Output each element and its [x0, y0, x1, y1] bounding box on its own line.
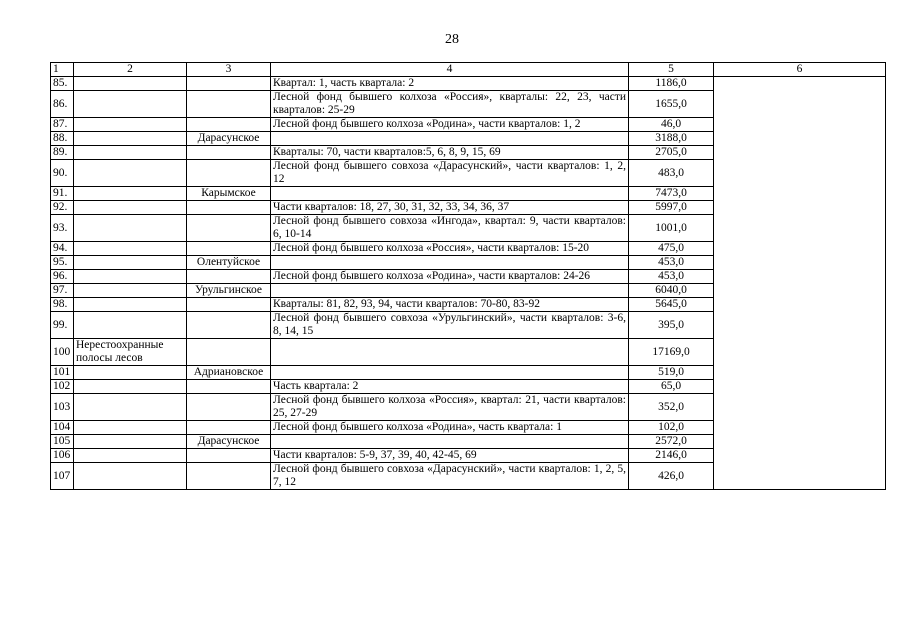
- quarters-cell: Лесной фонд бывшего колхоза «Россия», кварталы: 22, 23, части кварталов: 25-29: [271, 91, 629, 118]
- forestry-cell: [187, 298, 271, 312]
- quarters-cell: Лесной фонд бывшего совхоза «Дарасунский», части кварталов: 1, 2, 12: [271, 160, 629, 187]
- category-cell: [74, 77, 187, 91]
- area-cell: 6040,0: [629, 284, 714, 298]
- area-cell: 1186,0: [629, 77, 714, 91]
- forestry-cell: Карымское: [187, 187, 271, 201]
- quarters-cell: [271, 132, 629, 146]
- forestry-cell: [187, 270, 271, 284]
- forestry-cell: Адриановское: [187, 366, 271, 380]
- category-cell: [74, 435, 187, 449]
- area-cell: 483,0: [629, 160, 714, 187]
- row-number: 91.: [51, 187, 74, 201]
- category-cell: [74, 132, 187, 146]
- column-6-cell: [714, 77, 886, 490]
- category-cell: [74, 118, 187, 132]
- forestry-cell: [187, 463, 271, 490]
- category-cell: [74, 91, 187, 118]
- forestry-cell: Дарасунское: [187, 132, 271, 146]
- forestry-cell: [187, 160, 271, 187]
- quarters-cell: [271, 284, 629, 298]
- header-cell-5: 5: [629, 63, 714, 77]
- category-cell: [74, 463, 187, 490]
- quarters-cell: Части кварталов: 18, 27, 30, 31, 32, 33, 34, 36, 37: [271, 201, 629, 215]
- quarters-cell: Кварталы: 81, 82, 93, 94, части кварталов: 70-80, 83-92: [271, 298, 629, 312]
- category-cell: [74, 256, 187, 270]
- quarters-cell: Лесной фонд бывшего колхоза «Родина», части кварталов: 24-26: [271, 270, 629, 284]
- row-number: 103: [51, 394, 74, 421]
- row-number: 102: [51, 380, 74, 394]
- area-cell: 352,0: [629, 394, 714, 421]
- forestry-cell: [187, 215, 271, 242]
- row-number: 100: [51, 339, 74, 366]
- area-cell: 5645,0: [629, 298, 714, 312]
- quarters-cell: Лесной фонд бывшего колхоза «Родина», часть квартала: 1: [271, 421, 629, 435]
- row-number: 88.: [51, 132, 74, 146]
- area-cell: 3188,0: [629, 132, 714, 146]
- category-cell: [74, 380, 187, 394]
- table-row: [51, 77, 886, 91]
- row-number: 90.: [51, 160, 74, 187]
- forestry-cell: [187, 201, 271, 215]
- page-number: 28: [445, 32, 459, 47]
- forestry-cell: Урульгинское: [187, 284, 271, 298]
- quarters-cell: Лесной фонд бывшего совхоза «Урульгинский», части кварталов: 3-6, 8, 14, 15: [271, 312, 629, 339]
- category-cell: [74, 201, 187, 215]
- row-number: 98.: [51, 298, 74, 312]
- area-cell: 395,0: [629, 312, 714, 339]
- row-number: 92.: [51, 201, 74, 215]
- row-number: 93.: [51, 215, 74, 242]
- category-cell: [74, 160, 187, 187]
- quarters-cell: Часть квартала: 2: [271, 380, 629, 394]
- quarters-cell: [271, 366, 629, 380]
- area-cell: 1001,0: [629, 215, 714, 242]
- category-cell: Нерестоохранные полосы лесов: [74, 339, 187, 366]
- forestry-cell: [187, 394, 271, 421]
- quarters-cell: Лесной фонд бывшего совхоза «Ингода», квартал: 9, части кварталов: 6, 10-14: [271, 215, 629, 242]
- category-cell: [74, 421, 187, 435]
- category-cell: [74, 187, 187, 201]
- header-cell-6: 6: [714, 63, 886, 77]
- quarters-cell: Кварталы: 70, части кварталов:5, 6, 8, 9, 15, 69: [271, 146, 629, 160]
- category-cell: [74, 366, 187, 380]
- row-number: 96.: [51, 270, 74, 284]
- forestry-cell: [187, 146, 271, 160]
- area-cell: 1655,0: [629, 91, 714, 118]
- forestry-cell: [187, 421, 271, 435]
- forestry-cell: [187, 91, 271, 118]
- quarters-cell: Лесной фонд бывшего колхоза «Россия», квартал: 21, части кварталов: 25, 27-29: [271, 394, 629, 421]
- quarters-cell: [271, 435, 629, 449]
- area-cell: 2572,0: [629, 435, 714, 449]
- quarters-cell: Части кварталов: 5-9, 37, 39, 40, 42-45, 69: [271, 449, 629, 463]
- category-cell: [74, 284, 187, 298]
- area-cell: 5997,0: [629, 201, 714, 215]
- quarters-cell: [271, 339, 629, 366]
- forestry-cell: [187, 339, 271, 366]
- forestry-cell: [187, 242, 271, 256]
- quarters-cell: [271, 187, 629, 201]
- area-cell: 46,0: [629, 118, 714, 132]
- table-header-row: [51, 63, 886, 77]
- area-cell: 475,0: [629, 242, 714, 256]
- forestry-cell: [187, 380, 271, 394]
- quarters-cell: Квартал: 1, часть квартала: 2: [271, 77, 629, 91]
- area-cell: 7473,0: [629, 187, 714, 201]
- row-number: 85.: [51, 77, 74, 91]
- header-cell-2: 2: [74, 63, 187, 77]
- row-number: 97.: [51, 284, 74, 298]
- quarters-cell: Лесной фонд бывшего колхоза «Россия», части кварталов: 15-20: [271, 242, 629, 256]
- area-cell: 17169,0: [629, 339, 714, 366]
- header-cell-3: 3: [187, 63, 271, 77]
- category-cell: [74, 312, 187, 339]
- category-cell: [74, 449, 187, 463]
- row-number: 99.: [51, 312, 74, 339]
- category-cell: [74, 394, 187, 421]
- row-number: 105: [51, 435, 74, 449]
- area-cell: 519,0: [629, 366, 714, 380]
- forestry-cell: [187, 118, 271, 132]
- row-number: 94.: [51, 242, 74, 256]
- category-cell: [74, 215, 187, 242]
- category-cell: [74, 242, 187, 256]
- row-number: 95.: [51, 256, 74, 270]
- area-cell: 2146,0: [629, 449, 714, 463]
- row-number: 107: [51, 463, 74, 490]
- header-cell-1: 1: [51, 63, 74, 77]
- area-cell: 453,0: [629, 270, 714, 284]
- row-number: 89.: [51, 146, 74, 160]
- quarters-cell: [271, 256, 629, 270]
- area-cell: 2705,0: [629, 146, 714, 160]
- row-number: 104: [51, 421, 74, 435]
- forestry-cell: [187, 77, 271, 91]
- category-cell: [74, 270, 187, 284]
- area-cell: 453,0: [629, 256, 714, 270]
- category-cell: [74, 298, 187, 312]
- row-number: 86.: [51, 91, 74, 118]
- area-cell: 426,0: [629, 463, 714, 490]
- category-cell: [74, 146, 187, 160]
- forestry-cell: Олентуйское: [187, 256, 271, 270]
- row-number: 106: [51, 449, 74, 463]
- quarters-cell: Лесной фонд бывшего колхоза «Родина», части кварталов: 1, 2: [271, 118, 629, 132]
- quarters-cell: Лесной фонд бывшего совхоза «Дарасунский», части кварталов: 1, 2, 5, 7, 12: [271, 463, 629, 490]
- forestry-cell: [187, 449, 271, 463]
- row-number: 101: [51, 366, 74, 380]
- area-cell: 102,0: [629, 421, 714, 435]
- row-number: 87.: [51, 118, 74, 132]
- area-cell: 65,0: [629, 380, 714, 394]
- forestry-cell: [187, 312, 271, 339]
- forest-table: [50, 62, 886, 490]
- header-cell-4: 4: [271, 63, 629, 77]
- forestry-cell: Дарасунское: [187, 435, 271, 449]
